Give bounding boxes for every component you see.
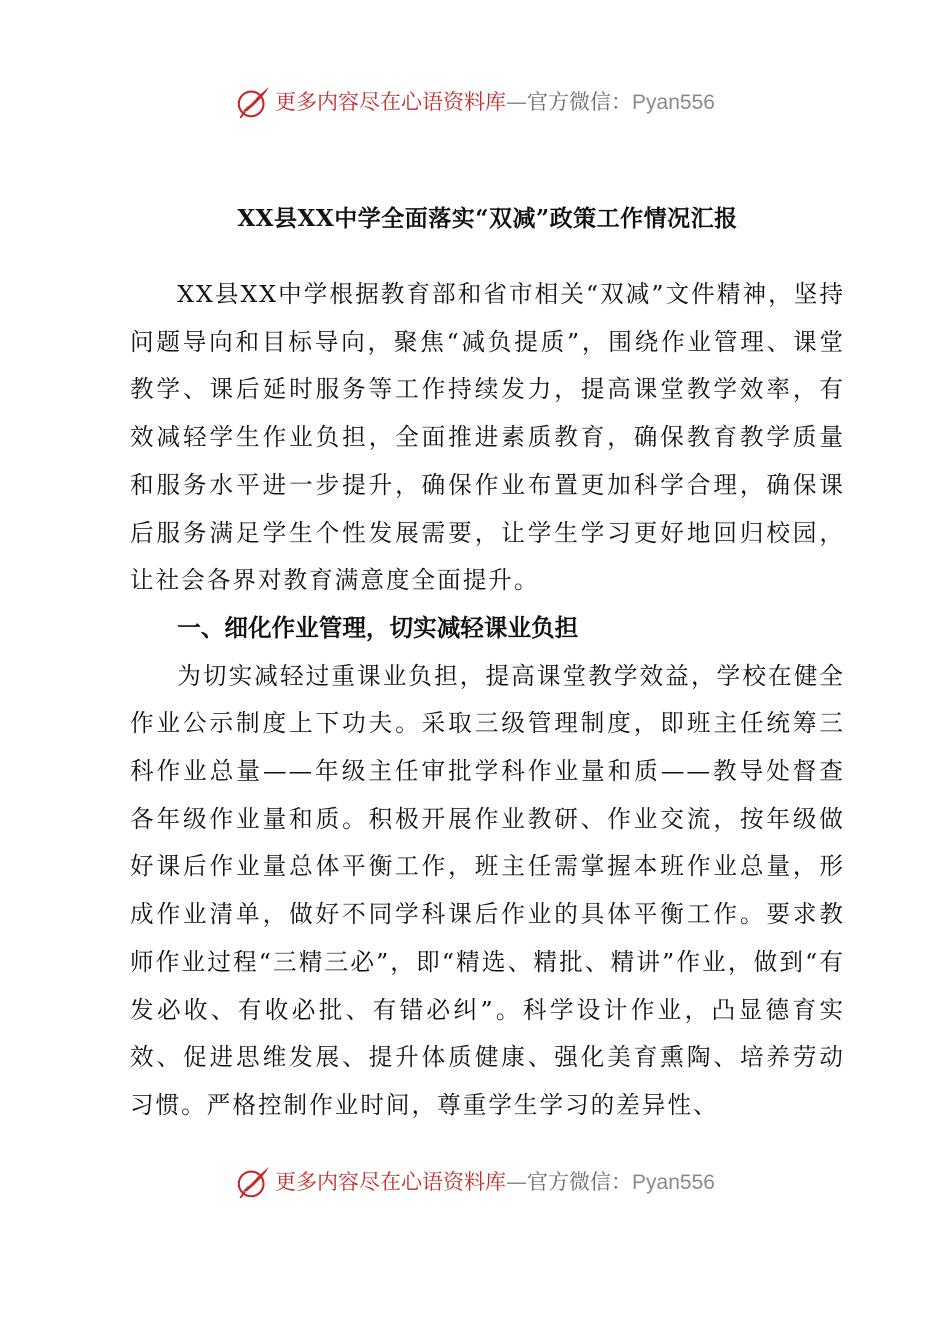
watermark-text (275, 1160, 715, 1205)
quill-pen-logo-icon (235, 1163, 273, 1201)
watermark-wechat-id: Pyan556 (632, 1170, 715, 1194)
quill-pen-logo-icon (235, 83, 273, 121)
intro-paragraph: XX县XX中学根据教育部和省市相关“双减”文件精神，坚持问题导向和目标导向，聚焦“减负提质”，围绕作业管理、课堂教学、课后延时服务等工作持续发力，提高课堂教学效率，有效减轻学生作业负担，全面推进素质教育，确保教育教学质量和服务水平进一步提升，确保作业布置更加科学合理，确保课后服务满足学生个性发展需要，让学生学习更好地回归校园，让社会各界对教育满意度全面提升。 (130, 280, 845, 595)
watermark-brand: 更多内容尽在心语资料库 (275, 1169, 507, 1194)
document-title: XX县XX中学全面落实“双减”政策工作情况汇报 (237, 205, 738, 232)
watermark-text (275, 80, 715, 125)
watermark-wechat-id: Pyan556 (632, 90, 715, 114)
section-1-heading: 一、细化作业管理，切实减轻课业负担 (177, 613, 579, 642)
watermark-brand: 更多内容尽在心语资料库 (275, 89, 507, 114)
watermark-wechat-label: 官方微信： (527, 89, 633, 114)
section-1-paragraph: 为切实减轻过重课业负担，提高课堂教学效益，学校在健全作业公示制度上下功夫。采取三级管理制度，即班主任统筹三科作业总量——年级主任审批学科作业量和质——教导处督查各年级作业量和质。积极开展作业教研、作业交流，按年级做好课后作业量总体平衡工作，班主任需掌握本班作业总量，形成作业清单，做好不同学科课后作业的具体平衡工作。要求教师作业过程“三精三必”，即“精选、精批、精讲”作业，做到“有发必收、有收必批、有错必纠”。科学设计作业，凸显德育实效、促进思维发展、提升体质健康、强化美育熏陶、培养劳动习惯。严格控制作业时间，尊重学生学习的差异性、 (130, 661, 845, 1119)
watermark-dash: — (506, 1169, 528, 1194)
watermark-dash: — (506, 89, 528, 114)
document-body (130, 195, 845, 1130)
watermark-banner-top (0, 80, 950, 124)
watermark-wechat-label: 官方微信： (527, 1169, 633, 1194)
watermark-banner-bottom (0, 1160, 950, 1204)
